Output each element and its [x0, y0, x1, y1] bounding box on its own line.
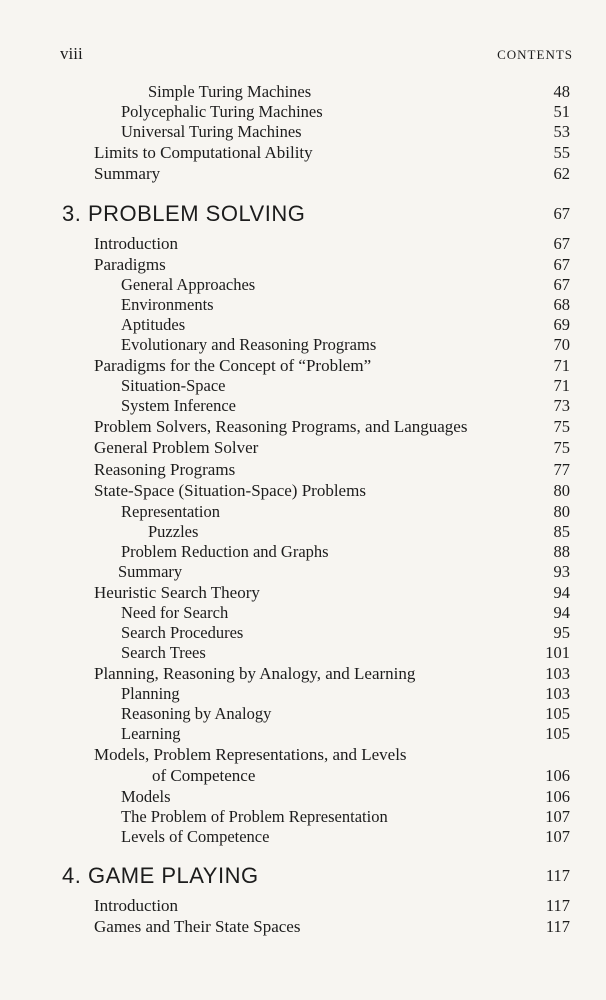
toc-entry [0, 164, 606, 184]
toc-entry-title: Simple Turing Machines [148, 82, 312, 101]
toc-entry-title: Situation-Space [121, 376, 226, 395]
toc-entry-title: System Inference [121, 396, 236, 415]
toc-entry-page: 94 [553, 603, 570, 622]
toc-entry [0, 82, 606, 102]
toc-entry-page: 95 [553, 623, 570, 642]
toc-entry-title: Summary [118, 562, 183, 581]
toc-entry-title: General Approaches [121, 275, 256, 294]
toc-entry [0, 623, 606, 643]
toc-entry-page: 77 [553, 460, 570, 479]
toc-entry-title: Search Procedures [121, 623, 244, 642]
chapter-page: 67 [553, 204, 570, 223]
toc-entry-page: 117 [545, 917, 570, 936]
toc-entry-page: 67 [553, 275, 570, 294]
toc-entry-page: 69 [553, 315, 570, 334]
toc-entry-title: State-Space (Situation-Space) Problems [94, 481, 366, 500]
toc-entry [0, 438, 606, 458]
toc-entry [0, 335, 606, 355]
toc-entry-page: 105 [545, 724, 570, 743]
toc-entry-page: 103 [545, 684, 570, 703]
toc-entry-page: 70 [553, 335, 570, 354]
toc-entry [0, 724, 606, 744]
toc-entry [0, 234, 606, 254]
toc-entry [0, 807, 606, 827]
chapter-heading [0, 863, 606, 888]
toc-entry [0, 766, 606, 786]
toc-entry [0, 102, 606, 122]
toc-entry-title: Evolutionary and Reasoning Programs [121, 335, 377, 354]
toc-entry-title: General Problem Solver [94, 438, 259, 457]
toc-entry-title: Representation [121, 502, 220, 521]
toc-entry-title: Aptitudes [121, 315, 186, 334]
toc-entry-page: 48 [553, 82, 570, 101]
toc-entry-title: Polycephalic Turing Machines [121, 102, 323, 121]
chapter-title: 3. PROBLEM SOLVING [62, 201, 306, 226]
page-number: viii [60, 44, 83, 63]
toc-entry-page: 107 [545, 827, 570, 846]
toc-entry-title: Puzzles [148, 522, 199, 541]
toc-entry [0, 255, 606, 275]
toc-entry-title: Planning, Reasoning by Analogy, and Learning [94, 664, 416, 683]
toc-entry [0, 376, 606, 396]
toc-entry-title: The Problem of Problem Representation [121, 807, 388, 826]
toc-entry-title: Levels of Competence [121, 827, 270, 846]
toc-entry-page: 106 [545, 766, 570, 785]
toc-entry-title: Introduction [94, 234, 179, 253]
toc-entry-page: 55 [553, 143, 570, 162]
toc-entry [0, 542, 606, 562]
toc-entry-page: 94 [553, 583, 570, 602]
toc-entry-title: Learning [121, 724, 181, 743]
toc-entry-page: 73 [553, 396, 570, 415]
chapter-page: 117 [545, 866, 570, 885]
toc-entry-page: 67 [553, 255, 570, 274]
toc-entry [0, 295, 606, 315]
toc-entry [0, 603, 606, 623]
toc-entry [0, 643, 606, 663]
toc-entry-page: 51 [553, 102, 570, 121]
toc-entry-title: Heuristic Search Theory [94, 583, 260, 602]
toc-entry-page: 75 [553, 417, 570, 436]
toc-entry-page: 67 [553, 234, 570, 253]
toc-entry-page: 80 [553, 481, 570, 500]
toc-entry-page: 103 [545, 664, 570, 683]
toc-entry [0, 664, 606, 684]
toc-entry [0, 481, 606, 501]
toc-entry [0, 502, 606, 522]
toc-entry-title: Need for Search [121, 603, 229, 622]
toc-entry-page: 68 [553, 295, 570, 314]
toc-entry [0, 704, 606, 724]
toc-entry [0, 143, 606, 163]
toc-entry [0, 460, 606, 480]
toc-entry [0, 827, 606, 847]
toc-entry-title: of Competence [152, 766, 256, 785]
toc-entry-page: 62 [553, 164, 570, 183]
toc-entry-page: 71 [553, 356, 570, 375]
toc-entry-title: Search Trees [121, 643, 206, 662]
toc-entry-title: Planning [121, 684, 180, 703]
toc-entry-page: 88 [553, 542, 570, 561]
toc-entry-page: 107 [545, 807, 570, 826]
toc-entry-title: Universal Turing Machines [121, 122, 302, 141]
toc-entry-title: Paradigms for the Concept of “Problem” [94, 356, 372, 375]
toc-entry [0, 583, 606, 603]
toc-entry-page: 71 [553, 376, 570, 395]
toc-entry-title: Summary [94, 164, 161, 183]
toc-entry [0, 896, 606, 916]
running-title: CONTENTS [497, 47, 573, 62]
toc-entry [0, 562, 606, 582]
toc-entry-title: Games and Their State Spaces [94, 917, 301, 936]
toc-entry [0, 417, 606, 437]
toc-entry-page: 117 [545, 896, 570, 915]
chapter-title: 4. GAME PLAYING [62, 863, 259, 888]
toc-entry-page: 85 [553, 522, 570, 541]
toc-entry-title: Limits to Computational Ability [94, 143, 313, 162]
toc-entry-page: 105 [545, 704, 570, 723]
toc-entry-title: Introduction [94, 896, 179, 915]
toc-entry-page: 101 [545, 643, 570, 662]
toc-entry-title: Paradigms [94, 255, 166, 274]
toc-entry [0, 122, 606, 142]
toc-entry-title: Reasoning by Analogy [121, 704, 272, 723]
toc-entry [0, 315, 606, 335]
toc-entry-title: Environments [121, 295, 214, 314]
toc-entry [0, 396, 606, 416]
toc-entry [0, 275, 606, 295]
toc-entry-title: Problem Reduction and Graphs [121, 542, 329, 561]
toc-entry-page: 53 [553, 122, 570, 141]
toc-entry-title: Models, Problem Representations, and Levels [94, 745, 407, 764]
toc-entry-title: Models [121, 787, 171, 806]
toc-entry-page: 106 [545, 787, 570, 806]
toc-entry [0, 356, 606, 376]
toc-entry [0, 684, 606, 704]
toc-entry-page: 75 [553, 438, 570, 457]
toc-entry [0, 917, 606, 937]
toc-entry-page: 93 [553, 562, 570, 581]
toc-entry-title: Problem Solvers, Reasoning Programs, and Languages [94, 417, 468, 436]
toc-entry [0, 787, 606, 807]
toc-entry-page: 80 [553, 502, 570, 521]
toc-entry [0, 745, 606, 765]
chapter-heading [0, 201, 606, 226]
toc-entry-title: Reasoning Programs [94, 460, 236, 479]
toc-entry [0, 522, 606, 542]
